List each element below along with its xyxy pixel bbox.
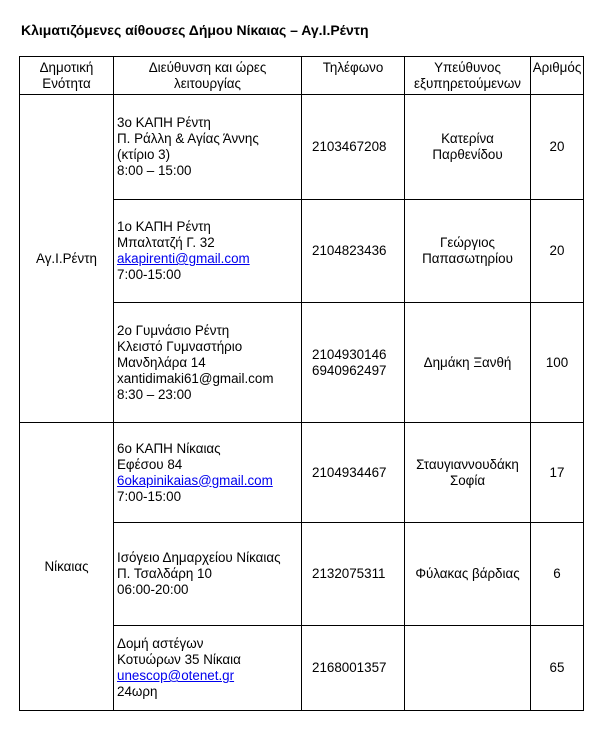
address-line: Κλειστό Γυμναστήριο xyxy=(117,338,243,354)
header-responsible xyxy=(405,57,531,95)
address-cell xyxy=(114,626,302,711)
phone-number: 2132075311 xyxy=(312,566,386,581)
header-unit-line1: Δημοτική xyxy=(39,60,94,75)
responsible-cell xyxy=(405,423,531,523)
email-link[interactable]: akapirenti@gmail.com xyxy=(117,251,250,266)
header-responsible-line1: Υπεύθυνος xyxy=(434,60,501,75)
phone-number: 2168001357 xyxy=(312,660,387,675)
unit-cell-nikaia: Νίκαιας xyxy=(20,423,114,711)
phone-cell xyxy=(302,200,405,303)
responsible-line: Φύλακας βάρδιας xyxy=(415,566,520,581)
phone-cell xyxy=(302,303,405,423)
address-cell xyxy=(114,95,302,200)
header-phone: Τηλέφωνο xyxy=(302,57,405,95)
hours-line: 8:30 – 23:00 xyxy=(117,386,192,402)
address-line: Δομή αστέγων xyxy=(117,636,204,651)
address-line: Π. Τσαλδάρη 10 xyxy=(117,566,212,581)
number-cell: 6 xyxy=(531,523,584,626)
header-unit xyxy=(20,57,114,95)
hours-line: 7:00-15:00 xyxy=(117,488,182,504)
address-line: Ισόγειο Δημαρχείου Νίκαιας xyxy=(117,550,281,565)
table-row xyxy=(20,423,584,523)
address-line: 1ο ΚΑΠΗ Ρέντη xyxy=(117,219,211,234)
hours-line: 06:00-20:00 xyxy=(117,582,189,597)
phone-number: 2104930146 xyxy=(312,346,387,362)
phone-cell xyxy=(302,523,405,626)
phone-number: 2104823436 xyxy=(312,243,387,258)
phone-cell xyxy=(302,423,405,523)
email-link[interactable]: 6okapinikaias@gmail.com xyxy=(117,472,273,488)
phone-number: 2104934467 xyxy=(312,464,387,480)
table-header-row xyxy=(20,57,584,95)
responsible-line: Παπασωτηρίου xyxy=(422,251,513,266)
phone-number: 2103467208 xyxy=(312,139,387,154)
address-cell xyxy=(114,303,302,423)
header-address-line1: Διεύθυνση και ώρες xyxy=(148,60,267,75)
address-line: 6ο ΚΑΠΗ Νίκαιας xyxy=(117,440,221,456)
address-line: 2ο Γυμνάσιο Ρέντη xyxy=(117,322,230,338)
number-cell: 20 xyxy=(531,200,584,303)
responsible-cell xyxy=(405,626,531,711)
phone-number: 6940962497 xyxy=(312,362,387,378)
header-number: Αριθμός xyxy=(531,57,584,95)
responsible-line: Γεώργιος xyxy=(440,235,495,250)
responsible-line: Παρθενίδου xyxy=(432,147,503,162)
phone-cell xyxy=(302,626,405,711)
phone-cell xyxy=(302,95,405,200)
responsible-line: Δημάκη Ξανθή xyxy=(423,354,512,370)
responsible-cell xyxy=(405,303,531,423)
responsible-line: Σταυγιαννουδάκη xyxy=(416,456,519,472)
responsible-line: Κατερίνα xyxy=(441,131,494,146)
unit-cell-renti: Αγ.Ι.Ρέντη xyxy=(20,95,114,423)
number-cell: 100 xyxy=(531,303,584,423)
hours-line: 24ωρη xyxy=(117,684,158,699)
responsible-cell xyxy=(405,200,531,303)
number-cell: 17 xyxy=(531,423,584,523)
email-link[interactable]: unescop@otenet.gr xyxy=(117,668,235,683)
number-cell: 65 xyxy=(531,626,584,711)
email-text: xantidimaki61@gmail.com xyxy=(117,370,274,386)
header-address xyxy=(114,57,302,95)
responsible-line: Σοφία xyxy=(449,472,486,488)
header-unit-line2: Ενότητα xyxy=(42,76,91,91)
table-row xyxy=(20,95,584,200)
address-line: Π. Ράλλη & Αγίας Άννης xyxy=(117,131,259,146)
address-line: (κτίριο 3) xyxy=(117,147,171,162)
document-title: Κλιματιζόμενες αίθουσες Δήμου Νίκαιας – Αγ.Ι.Ρέντη xyxy=(21,22,369,38)
header-responsible-line2: εξυπηρετούμενων xyxy=(414,76,521,91)
address-cell xyxy=(114,423,302,523)
responsible-cell xyxy=(405,95,531,200)
hours-line: 7:00-15:00 xyxy=(117,267,182,282)
header-address-line2: λειτουργίας xyxy=(174,76,241,91)
address-line: Μανδηλάρα 14 xyxy=(117,354,206,370)
cooling-rooms-table xyxy=(19,56,584,711)
address-cell xyxy=(114,200,302,303)
address-line: Μπαλτατζή Γ. 32 xyxy=(117,235,215,250)
address-line: 3ο ΚΑΠΗ Ρέντη xyxy=(117,115,211,130)
address-cell xyxy=(114,523,302,626)
number-cell: 20 xyxy=(531,95,584,200)
responsible-cell xyxy=(405,523,531,626)
hours-line: 8:00 – 15:00 xyxy=(117,163,192,178)
address-line: Κοτυώρων 35 Νίκαια xyxy=(117,652,241,667)
address-line: Εφέσου 84 xyxy=(117,456,183,472)
